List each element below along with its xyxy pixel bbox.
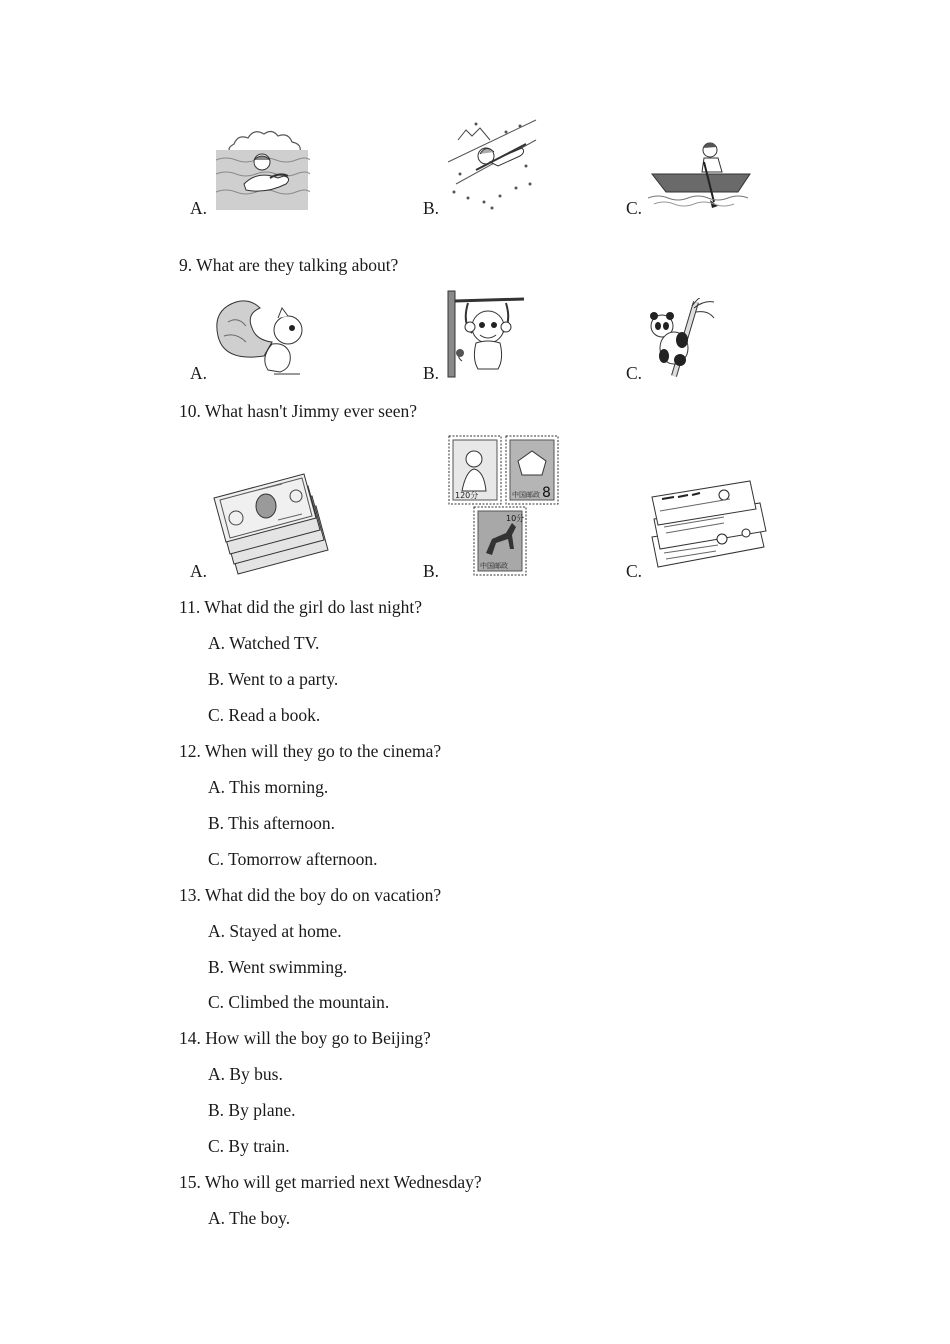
q13-option-c: C. Climbed the mountain. — [208, 992, 390, 1012]
option-label-a: A. — [190, 561, 208, 581]
stamps-icon — [448, 435, 560, 577]
q13-option-a: A. Stayed at home. — [208, 921, 342, 941]
skiing-icon — [446, 114, 538, 212]
q11-option-b: B. Went to a party. — [208, 669, 339, 689]
stamp-value-1: 120分 — [455, 491, 479, 500]
stamp-value-2: 8 — [542, 485, 551, 501]
option-label-c: C. — [626, 363, 643, 383]
option-label-a: A. — [190, 363, 208, 383]
q14-option-a: A. By bus. — [208, 1064, 283, 1084]
q14-option-b: B. By plane. — [208, 1100, 296, 1120]
option-label-b: B. — [423, 198, 440, 218]
q15-option-a: A. The boy. — [208, 1208, 291, 1228]
q11-option-c: C. Read a book. — [208, 705, 321, 725]
panda-icon — [646, 298, 718, 378]
question-10: 10. What hasn't Jimmy ever seen? — [179, 401, 418, 421]
option-label-b: B. — [423, 561, 440, 581]
question-9: 9. What are they talking about? — [179, 255, 399, 275]
q13-option-b: B. Went swimming. — [208, 957, 348, 977]
boating-icon — [648, 138, 754, 210]
squirrel-icon — [214, 296, 306, 378]
banknotes-icon — [212, 470, 330, 578]
option-label-b: B. — [423, 363, 440, 383]
question-13: 13. What did the boy do on vacation? — [179, 885, 442, 905]
stamp-country-2: 中国邮政 — [480, 562, 508, 570]
option-label-c: C. — [626, 561, 643, 581]
option-label-a: A. — [190, 198, 208, 218]
tickets-icon — [650, 477, 770, 573]
question-14: 14. How will the boy go to Beijing? — [179, 1028, 431, 1048]
q11-option-a: A. Watched TV. — [208, 633, 320, 653]
q12-option-b: B. This afternoon. — [208, 813, 336, 833]
q12-option-c: C. Tomorrow afternoon. — [208, 849, 378, 869]
q12-option-a: A. This morning. — [208, 777, 329, 797]
monkey-icon — [446, 289, 528, 379]
stamp-country-1: 中国邮政 — [512, 491, 540, 499]
swimming-icon — [214, 122, 310, 212]
question-11: 11. What did the girl do last night? — [179, 597, 423, 617]
question-15: 15. Who will get married next Wednesday? — [179, 1172, 482, 1192]
q14-option-c: C. By train. — [208, 1136, 290, 1156]
stamp-value-3: 10分 — [506, 514, 525, 523]
option-label-c: C. — [626, 198, 643, 218]
question-12: 12. When will they go to the cinema? — [179, 741, 442, 761]
